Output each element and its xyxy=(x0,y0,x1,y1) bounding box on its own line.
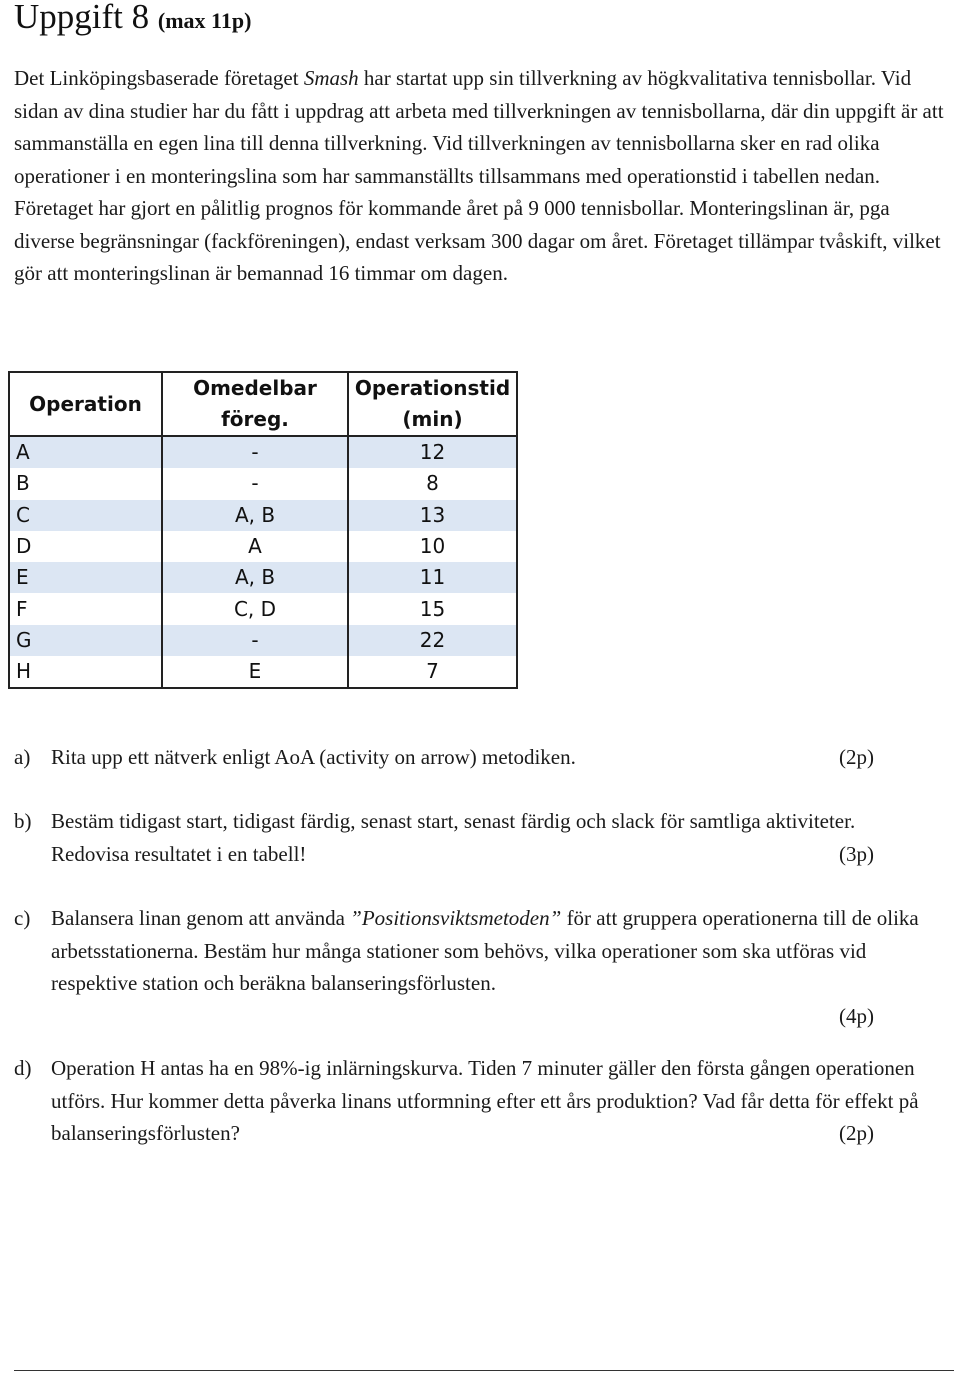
question-c-text-rest: för att gruppera operationerna till de olika arbetsstationerna. Bestäm hur många stationer som behövs, vilka operationer som ska utföras vid respektive station och beräkna balanseringsförlusten. xyxy=(51,906,919,995)
header-time-line2: (min) xyxy=(402,407,463,431)
table-row xyxy=(9,436,517,468)
cell-predecessor: E xyxy=(162,656,348,688)
footer-divider xyxy=(14,1370,954,1371)
intro-text-rest: har startat upp sin tillverkning av högkvalitativa tennisbollar. Vid sidan av dina studier har du fått i uppdrag att arbeta med tillverkningen av tennisbollarna, där din uppgift är att sammanställa en egen lina till denna tillverkning. Vid tillverkningen av tennisbollarna sker en rad olika operationer i en monteringslina som har sammanställts tillsammans med operationstid i tabellen nedan. Företaget har gjort en pålitlig prognos för kommande året på 9 000 tennisbollar. Monteringslinan är, pga diverse begränsningar (fackföreningen), endast verksam 300 dagar om året. Företaget tillämpar tvåskift, vilket gör att monteringslinan är bemannad 16 timmar om dagen. xyxy=(14,66,944,285)
method-name: ”Positionsviktsmetoden” xyxy=(350,906,562,930)
question-a-letter: a) xyxy=(14,745,31,769)
question-d-letter: d) xyxy=(14,1056,32,1080)
cell-predecessor: - xyxy=(162,625,348,656)
question-c-points-line xyxy=(14,1000,874,1033)
question-b xyxy=(14,805,874,870)
table-row xyxy=(9,625,517,656)
cell-time: 8 xyxy=(348,468,517,499)
cell-operation: B xyxy=(9,468,162,499)
cell-predecessor: - xyxy=(162,468,348,499)
cell-time: 12 xyxy=(348,436,517,468)
question-c-letter: c) xyxy=(14,906,31,930)
company-name: Smash xyxy=(303,66,359,90)
cell-operation: H xyxy=(9,656,162,688)
cell-operation: A xyxy=(9,436,162,468)
cell-predecessor: A xyxy=(162,531,348,562)
header-predecessor-line2: föreg. xyxy=(221,407,289,431)
question-a-points: (2p) xyxy=(839,745,874,769)
question-d xyxy=(14,1052,919,1150)
question-d-points: (2p) xyxy=(839,1121,874,1145)
table-header-row xyxy=(9,372,517,436)
question-c-points: (4p) xyxy=(839,1003,874,1028)
cell-predecessor: A, B xyxy=(162,500,348,531)
cell-time: 22 xyxy=(348,625,517,656)
operations-table xyxy=(8,371,518,689)
header-predecessor-line1: Omedelbar xyxy=(193,376,317,400)
cell-operation: C xyxy=(9,500,162,531)
table-row xyxy=(9,500,517,531)
question-b-points: (3p) xyxy=(839,841,874,866)
cell-time: 13 xyxy=(348,500,517,531)
table-row xyxy=(9,468,517,499)
intro-paragraph xyxy=(14,62,954,290)
page-title xyxy=(14,0,251,44)
table-row xyxy=(9,656,517,688)
cell-operation: E xyxy=(9,562,162,593)
title-points: (max 11p) xyxy=(157,8,252,33)
title-main: Uppgift 8 xyxy=(14,0,150,36)
header-time-line1: Operationstid xyxy=(354,376,511,400)
header-operation-time xyxy=(348,372,517,436)
question-c xyxy=(14,902,919,1032)
question-d-text: Operation H antas ha en 98%-ig inlärningskurva. Tiden 7 minuter gäller den första gången operationen utförs. Hur kommer detta påverka linans utformning efter ett års produktion? Vad får detta för effekt på balanseringsförlusten? xyxy=(51,1056,919,1145)
question-b-letter: b) xyxy=(14,809,32,833)
cell-operation: D xyxy=(9,531,162,562)
table-row xyxy=(9,531,517,562)
cell-time: 7 xyxy=(348,656,517,688)
question-a-text: Rita upp ett nätverk enligt AoA (activity on arrow) metodiken. xyxy=(51,745,576,769)
cell-time: 15 xyxy=(348,593,517,624)
cell-predecessor: C, D xyxy=(162,593,348,624)
cell-time: 10 xyxy=(348,531,517,562)
cell-time: 11 xyxy=(348,562,517,593)
header-operation-label: Operation xyxy=(29,391,142,416)
table-row xyxy=(9,562,517,593)
question-a xyxy=(14,741,874,774)
header-operation xyxy=(9,372,162,436)
question-c-text-start: Balansera linan genom att använda xyxy=(51,906,351,930)
table-row xyxy=(9,593,517,624)
cell-predecessor: A, B xyxy=(162,562,348,593)
cell-operation: G xyxy=(9,625,162,656)
cell-predecessor: - xyxy=(162,436,348,468)
header-predecessor xyxy=(162,372,348,436)
intro-text-start: Det Linköpingsbaserade företaget xyxy=(14,66,304,90)
cell-operation: F xyxy=(9,593,162,624)
question-b-text: Bestäm tidigast start, tidigast färdig, senast start, senast färdig och slack för samtliga aktiviteter. Redovisa resultatet i en tabell! xyxy=(51,809,856,866)
